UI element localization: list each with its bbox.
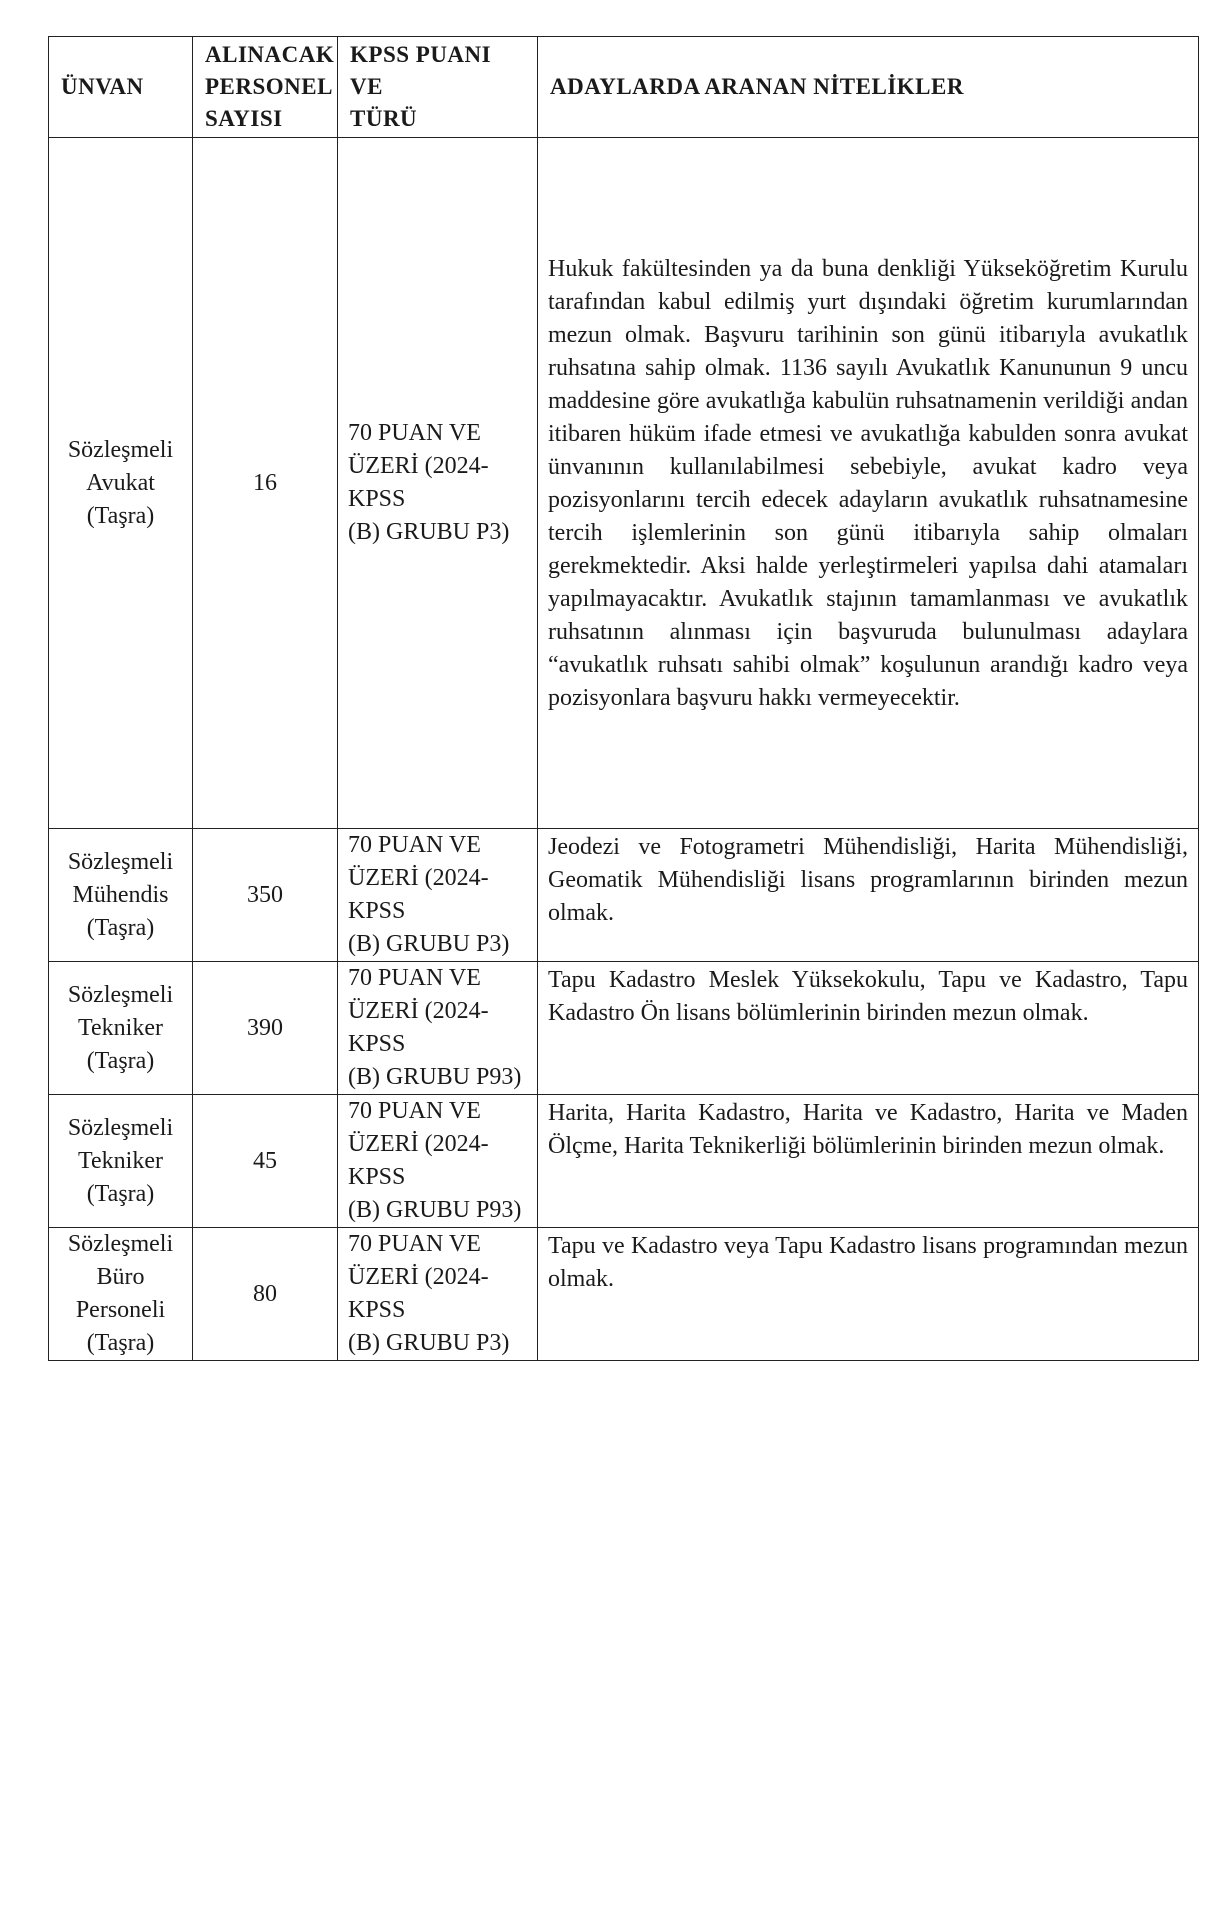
table-header-row <box>49 37 1199 138</box>
position-title: Sözleşmeli Avukat (Taşra) <box>49 138 193 829</box>
table-row <box>49 829 1199 962</box>
position-title: Sözleşmeli Tekniker (Taşra) <box>49 1095 193 1228</box>
candidate-requirements: Hukuk fakültesinden ya da buna denkliği Yükseköğretim Kurulu tarafından kabul edilmiş yurt dışındaki öğretim kurumlarından mezun olmak. Başvuru tarihinin son günü itibarıyla avukatlık ruhsatına sahip olmak. 1136 sayılı Avukatlık Kanununun 9 uncu maddesine göre avukatlığa kabulün ruhsatnamenin verildiği andan itibaren hüküm ifade etmesi ve avukatlığa kabulden sonra avukat ünvanının kullanılabilmesi sebebiyle, avukat kadro veya pozisyonlarını tercih edecek adayların avukatlık ruhsatnamesine tercih işlemlerinin son günü itibarıyla sahip olmaları gerekmektedir. Aksi halde yerleştirmeleri yapılsa dahi atamaları yapılmayacaktır. Avukatlık stajının tamamlanması ve avukatlık ruhsatının alınması için başvuruda bulunulması adaylara “avukatlık ruhsatı sahibi olmak” koşulunun arandığı kadro veya pozisyonlara başvuru hakkı vermeyecektir. <box>538 138 1199 829</box>
position-title: Sözleşmeli Mühendis (Taşra) <box>49 829 193 962</box>
personnel-count: 350 <box>193 829 338 962</box>
header-kpss-score: KPSS PUANI VE TÜRÜ <box>338 37 538 138</box>
personnel-count: 80 <box>193 1228 338 1361</box>
candidate-requirements: Jeodezi ve Fotogrametri Mühendisliği, Harita Mühendisliği, Geomatik Mühendisliği lisans programlarının birinden mezun olmak. <box>538 829 1199 962</box>
personnel-count: 390 <box>193 962 338 1095</box>
personnel-count: 45 <box>193 1095 338 1228</box>
position-title: Sözleşmeli Tekniker (Taşra) <box>49 962 193 1095</box>
kpss-score-type: 70 PUAN VE ÜZERİ (2024-KPSS (B) GRUBU P3) <box>338 829 538 962</box>
position-title: Sözleşmeli Büro Personeli (Taşra) <box>49 1228 193 1361</box>
table-row <box>49 138 1199 829</box>
table-row <box>49 1228 1199 1361</box>
table-row <box>49 1095 1199 1228</box>
kpss-score-type: 70 PUAN VE ÜZERİ (2024-KPSS (B) GRUBU P3) <box>338 138 538 829</box>
personnel-count: 16 <box>193 138 338 829</box>
staff-requirements-table <box>48 36 1199 1361</box>
table-row <box>49 962 1199 1095</box>
candidate-requirements: Tapu Kadastro Meslek Yüksekokulu, Tapu ve Kadastro, Tapu Kadastro Ön lisans bölümlerinin birinden mezun olmak. <box>538 962 1199 1095</box>
kpss-score-type: 70 PUAN VE ÜZERİ (2024-KPSS (B) GRUBU P93) <box>338 1095 538 1228</box>
candidate-requirements: Harita, Harita Kadastro, Harita ve Kadastro, Harita ve Maden Ölçme, Harita Teknikerliği bölümlerinin birinden mezun olmak. <box>538 1095 1199 1228</box>
kpss-score-type: 70 PUAN VE ÜZERİ (2024-KPSS (B) GRUBU P3) <box>338 1228 538 1361</box>
header-requirements: ADAYLARDA ARANAN NİTELİKLER <box>538 37 1199 138</box>
candidate-requirements: Tapu ve Kadastro veya Tapu Kadastro lisans programından mezun olmak. <box>538 1228 1199 1361</box>
header-unvan: ÜNVAN <box>49 37 193 138</box>
header-personnel-count: ALINACAK PERSONEL SAYISI <box>193 37 338 138</box>
kpss-score-type: 70 PUAN VE ÜZERİ (2024-KPSS (B) GRUBU P93) <box>338 962 538 1095</box>
